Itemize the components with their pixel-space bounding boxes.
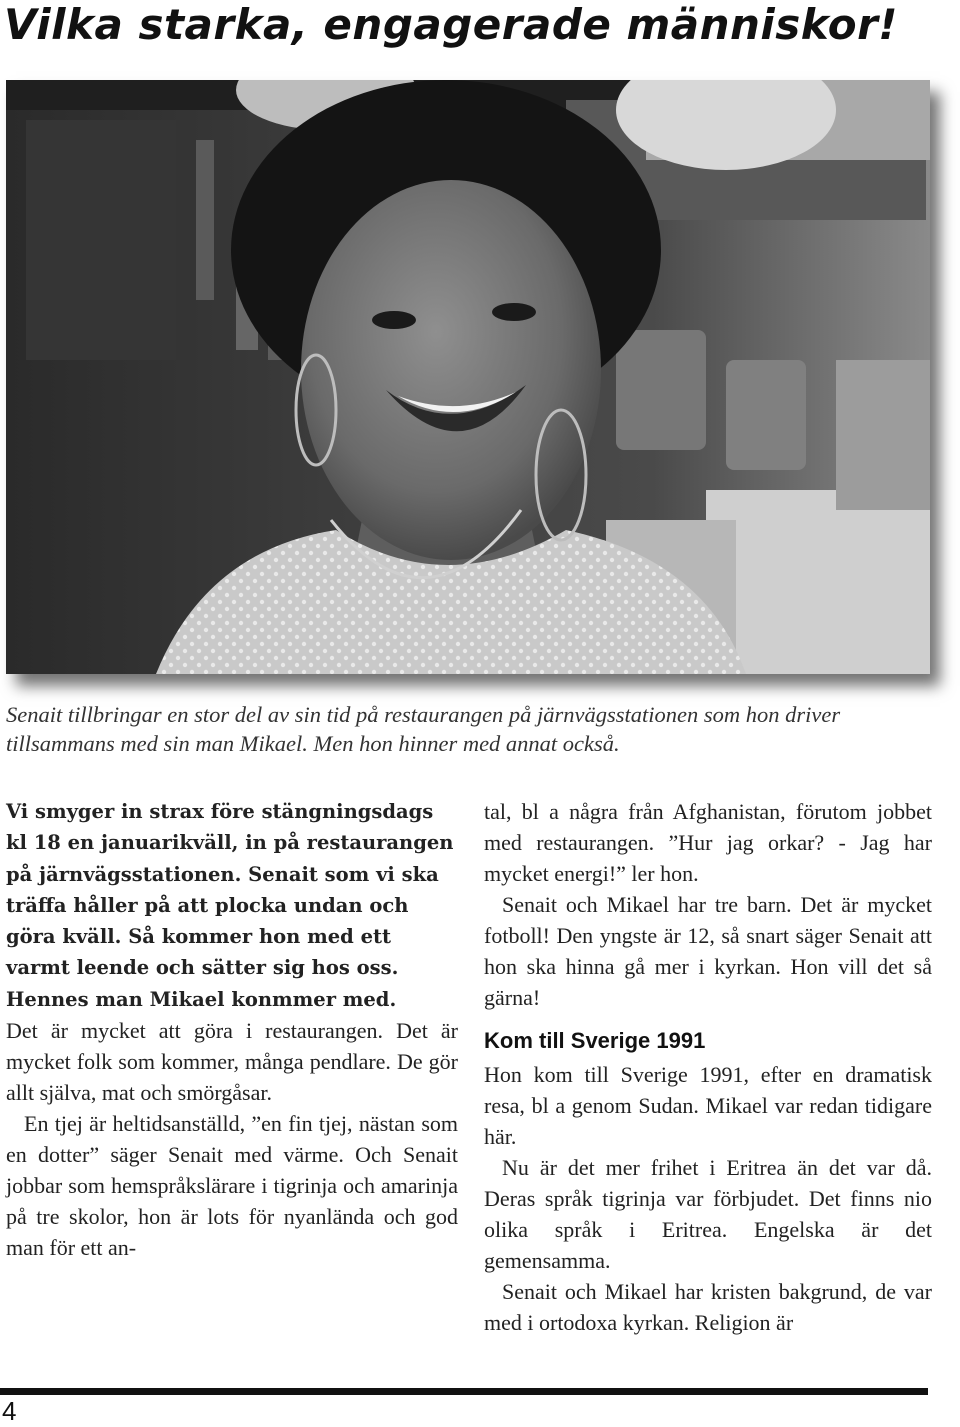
body-paragraph: tal, bl a några från Afghanistan, förutom jobbet med restaurangen. ”Hur jag orkar? - Jag har mycket energi!” ler hon.	[484, 799, 932, 886]
photo-caption: Senait tillbringar en stor del av sin tid på restaurangen på järnvägsstationen som hon driver tillsammans med sin man Mikael. Men hon hinner med annat också.	[6, 702, 841, 756]
section-subheading: Kom till Sverige 1991	[484, 1028, 706, 1053]
body-paragraph: Senait och Mikael har tre barn. Det är mycket fotboll! Den yngste är 12, så snart säger Senait att hon ska hinna gå mer i kyrkan. Hon vill det så gärna!	[484, 892, 932, 1010]
page-number: 4	[2, 1396, 17, 1426]
footer-rule	[0, 1388, 928, 1395]
article-headline: Vilka starka, engagerade människor!	[4, 0, 898, 49]
body-paragraph: Senait och Mikael har kristen bakgrund, de var med i ortodoxa kyrkan. Religion är	[484, 1279, 932, 1335]
body-paragraph: Nu är det mer frihet i Eritrea än det var då. Deras språk tigrinja var förbjudet. Det finns nio olika språk i Eritrea. Engelska är det gemensamma.	[484, 1155, 932, 1273]
lead-paragraph: Vi smyger in strax före stängningsdags kl 18 en januarikväll, in på restaurangen på järnvägsstationen. Senait som vi ska träffa håller på att plocka undan och göra kväll. Så kommer hon med ett varmt leende och sätter sig hos oss. Hennes man Mikael konmmer med.	[6, 800, 454, 1011]
article-right-column	[484, 796, 932, 1338]
portrait-photo	[6, 80, 930, 674]
body-paragraph: Hon kom till Sverige 1991, efter en dramatisk resa, bl a genom Sudan. Mikael var redan tidigare här.	[484, 1062, 932, 1149]
body-paragraph: En tjej är heltidsanställd, ”en fin tjej, nästan som en dotter” säger Senait med värme. Och Senait jobbar som hemspråkslärare i tigrinja och amarinja på tre skolor, hon är lots för nyanlända och god man för ett an-	[6, 1111, 458, 1261]
article-left-column	[6, 796, 458, 1263]
body-paragraph: Det är mycket att göra i restaurangen. Det är mycket folk som kommer, många pendlare. De gör allt själva, mat och smörgåsar.	[6, 1018, 458, 1106]
